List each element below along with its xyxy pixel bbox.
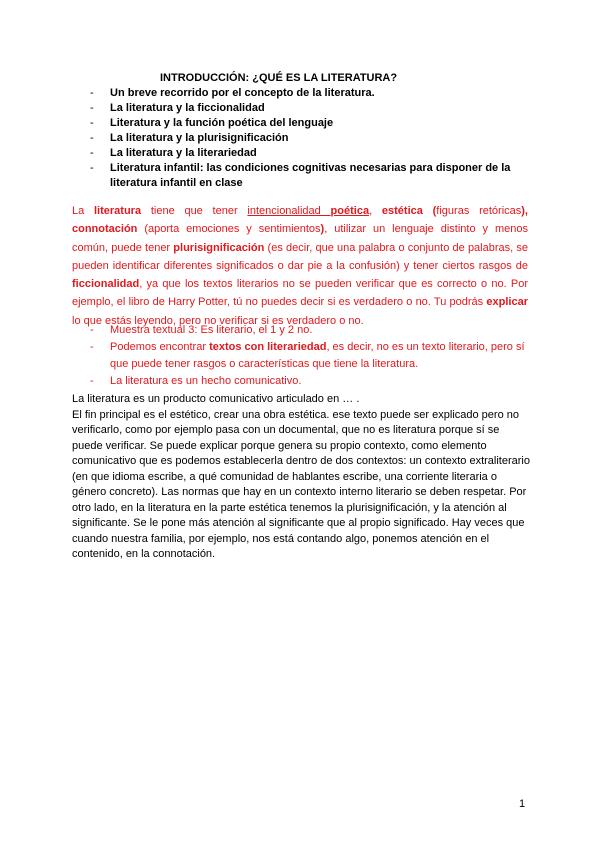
notes-list — [90, 322, 530, 390]
keyword-literatura: literatura — [94, 205, 142, 217]
topic-item: - La literatura y la plurisignificación — [90, 131, 520, 146]
text-run: , es decir, no es un texto literario, pero sí que puede tener rasgos o características que tiene la literatura. — [110, 341, 525, 370]
text-run: Podemos encontrar — [110, 341, 210, 353]
keyword-connotacion: ), connotación — [72, 205, 528, 236]
keyword-explicar: explicar — [486, 296, 528, 309]
page-number: 1 — [519, 798, 526, 810]
topic-item: - La literatura y la ficcionalidad — [90, 101, 520, 116]
topic-item: - Un breve recorrido por el concepto de la literatura. — [90, 86, 520, 101]
body-text: El fin principal es el estético, crear una obra estética. ese texto puede ser explicado pero no verificarlo, como por ejemplo pasa con un documental, que no es literatura porque sí se puede verificar. Se puede explicar porque genera su propio contexto, como elemento comunicativo que es podemos establecerla dentro de dos contextos: un contexto extraliterario (en que idioma escribe, a qué comunidad de hablantes escribe, una corriente literaria o género concreto). Las normas que hay en un contexto interno literario se deben respetar. Por otro lado, en la literatura en la parte estética tenemos la plurisignificación, y la atención al significante. Se le pone más atención al significante que al propio significado. Hay veces que cuando nuestra familia, por ejemplo, nos está contando algo, ponemos atención en el contenido, en la connotación. — [72, 408, 530, 560]
body-paragraph — [72, 392, 532, 563]
keyword-poetica: poética — [330, 205, 370, 217]
body-line: La literatura es un producto comunicativo articulado en … . — [72, 393, 360, 405]
text-run: figuras retóricas — [436, 205, 522, 217]
text-run: tiene que tener — [141, 205, 248, 217]
text-run: (aporta emociones y sentimientos — [137, 223, 321, 236]
topic-item: - Literatura infantil: las condiciones cognitivas necesarias para disponer de la literatura infantil en clase — [90, 161, 520, 191]
keyword-plurisignificacion: plurisignificación — [173, 241, 265, 254]
topic-item: - La literatura y la literariedad — [90, 146, 520, 161]
text-run: , — [369, 205, 382, 217]
keyword-estetica: estética ( — [381, 205, 437, 217]
text-run: (es decir, que una palabra o conjunto de palabras, se pueden identificar diferentes significados o dar pie a la confusión) y tener ciertos rasgos de — [72, 241, 528, 272]
keyword-intencionalidad: intencionalidad — [247, 205, 331, 217]
text-run: La — [72, 205, 94, 217]
text-run: , ya que los textos literarios no se pueden verificar que es correcto o no. Por ejemplo, el libro de Harry Potter, tú no puedes decir si es verdadero o no. Tu podrás — [72, 278, 528, 309]
text-run-bold: ) — [320, 223, 325, 236]
page-title: INTRODUCCIÓN: ¿QUÉ ES LA LITERATURA? — [160, 72, 398, 84]
keyword-ficcionalidad: ficcionalidad — [72, 278, 140, 291]
definition-paragraph — [72, 202, 528, 330]
keyword-textos-literariedad: textos con literariedad — [209, 341, 327, 353]
note-item: - Muestra textual 3: Es literario, el 1 y 2 no. — [90, 322, 530, 339]
note-item: - La literatura es un hecho comunicativo. — [90, 373, 530, 390]
text-run: , utilizar un lenguaje distinto y menos común, puede tener — [72, 223, 528, 254]
topic-item: - Literatura y la función poética del lenguaje — [90, 116, 520, 131]
topic-list — [90, 86, 520, 191]
text-run: lo que estás leyendo, pero no verificar si es verdadero o no. — [72, 314, 364, 327]
note-item — [90, 339, 530, 373]
